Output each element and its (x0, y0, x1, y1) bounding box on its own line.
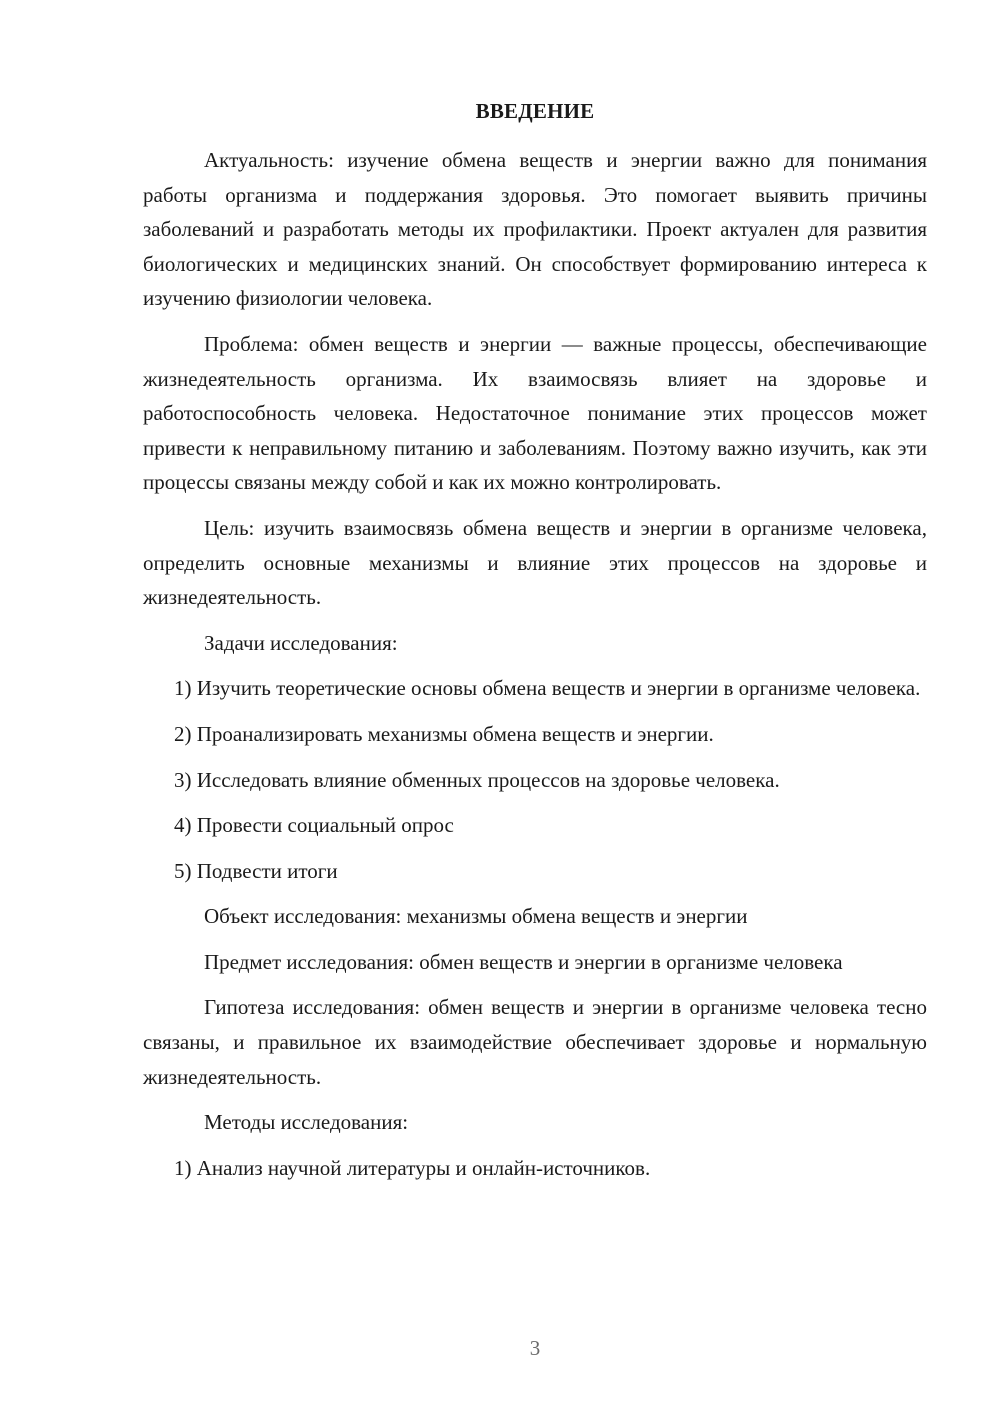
task-item: 5) Подвести итоги (174, 858, 338, 883)
research-object-paragraph: Объект исследования: механизмы обмена веществ и энергии (204, 904, 748, 929)
research-subject-paragraph: Предмет исследования: обмен веществ и энергии в организме человека (204, 949, 843, 974)
document-page (143, 0, 927, 1414)
tasks-heading: Задачи исследования: (204, 630, 398, 655)
hypothesis-paragraph: Гипотеза исследования: обмен веществ и энергии в организме человека тесно связаны, и правильное их взаимодействие обеспечивает здоровье и нормальную жизнедеятельность. (143, 995, 927, 1089)
relevance-paragraph: Актуальность: изучение обмена веществ и энергии важно для понимания работы организма и поддержания здоровья. Это помогает выявить причины заболеваний и разработать методы их профилактики. Проект актуален для развития биологических и медицинских знаний. Он способствует формированию интереса к изучению физиологии человека. (143, 148, 927, 311)
page-number: 3 (529, 1336, 541, 1360)
section-title: ВВЕДЕНИЕ (475, 99, 595, 123)
task-item: 3) Исследовать влияние обменных процессов на здоровье человека. (174, 767, 780, 792)
task-item: 1) Изучить теоретические основы обмена веществ и энергии в организме человека. (174, 676, 921, 701)
task-item: 2) Проанализировать механизмы обмена веществ и энергии. (174, 721, 714, 746)
task-item: 4) Провести социальный опрос (174, 813, 454, 838)
problem-paragraph: Проблема: обмен веществ и энергии — важные процессы, обеспечивающие жизнедеятельность организма. Их взаимосвязь влияет на здоровье и работоспособность человека. Недостаточное понимание этих процессов может привести к неправильному питанию и заболеваниям. Поэтому важно изучить, как эти процессы связаны между собой и как их можно контролировать. (143, 331, 927, 495)
document-body (143, 143, 927, 1196)
method-item: 1) Анализ научной литературы и онлайн-источников. (174, 1155, 651, 1180)
goal-paragraph: Цель: изучить взаимосвязь обмена веществ и энергии в организме человека, определить основные механизмы и влияние этих процессов на здоровье и жизнедеятельность. (143, 515, 927, 610)
methods-heading: Методы исследования: (204, 1110, 409, 1135)
